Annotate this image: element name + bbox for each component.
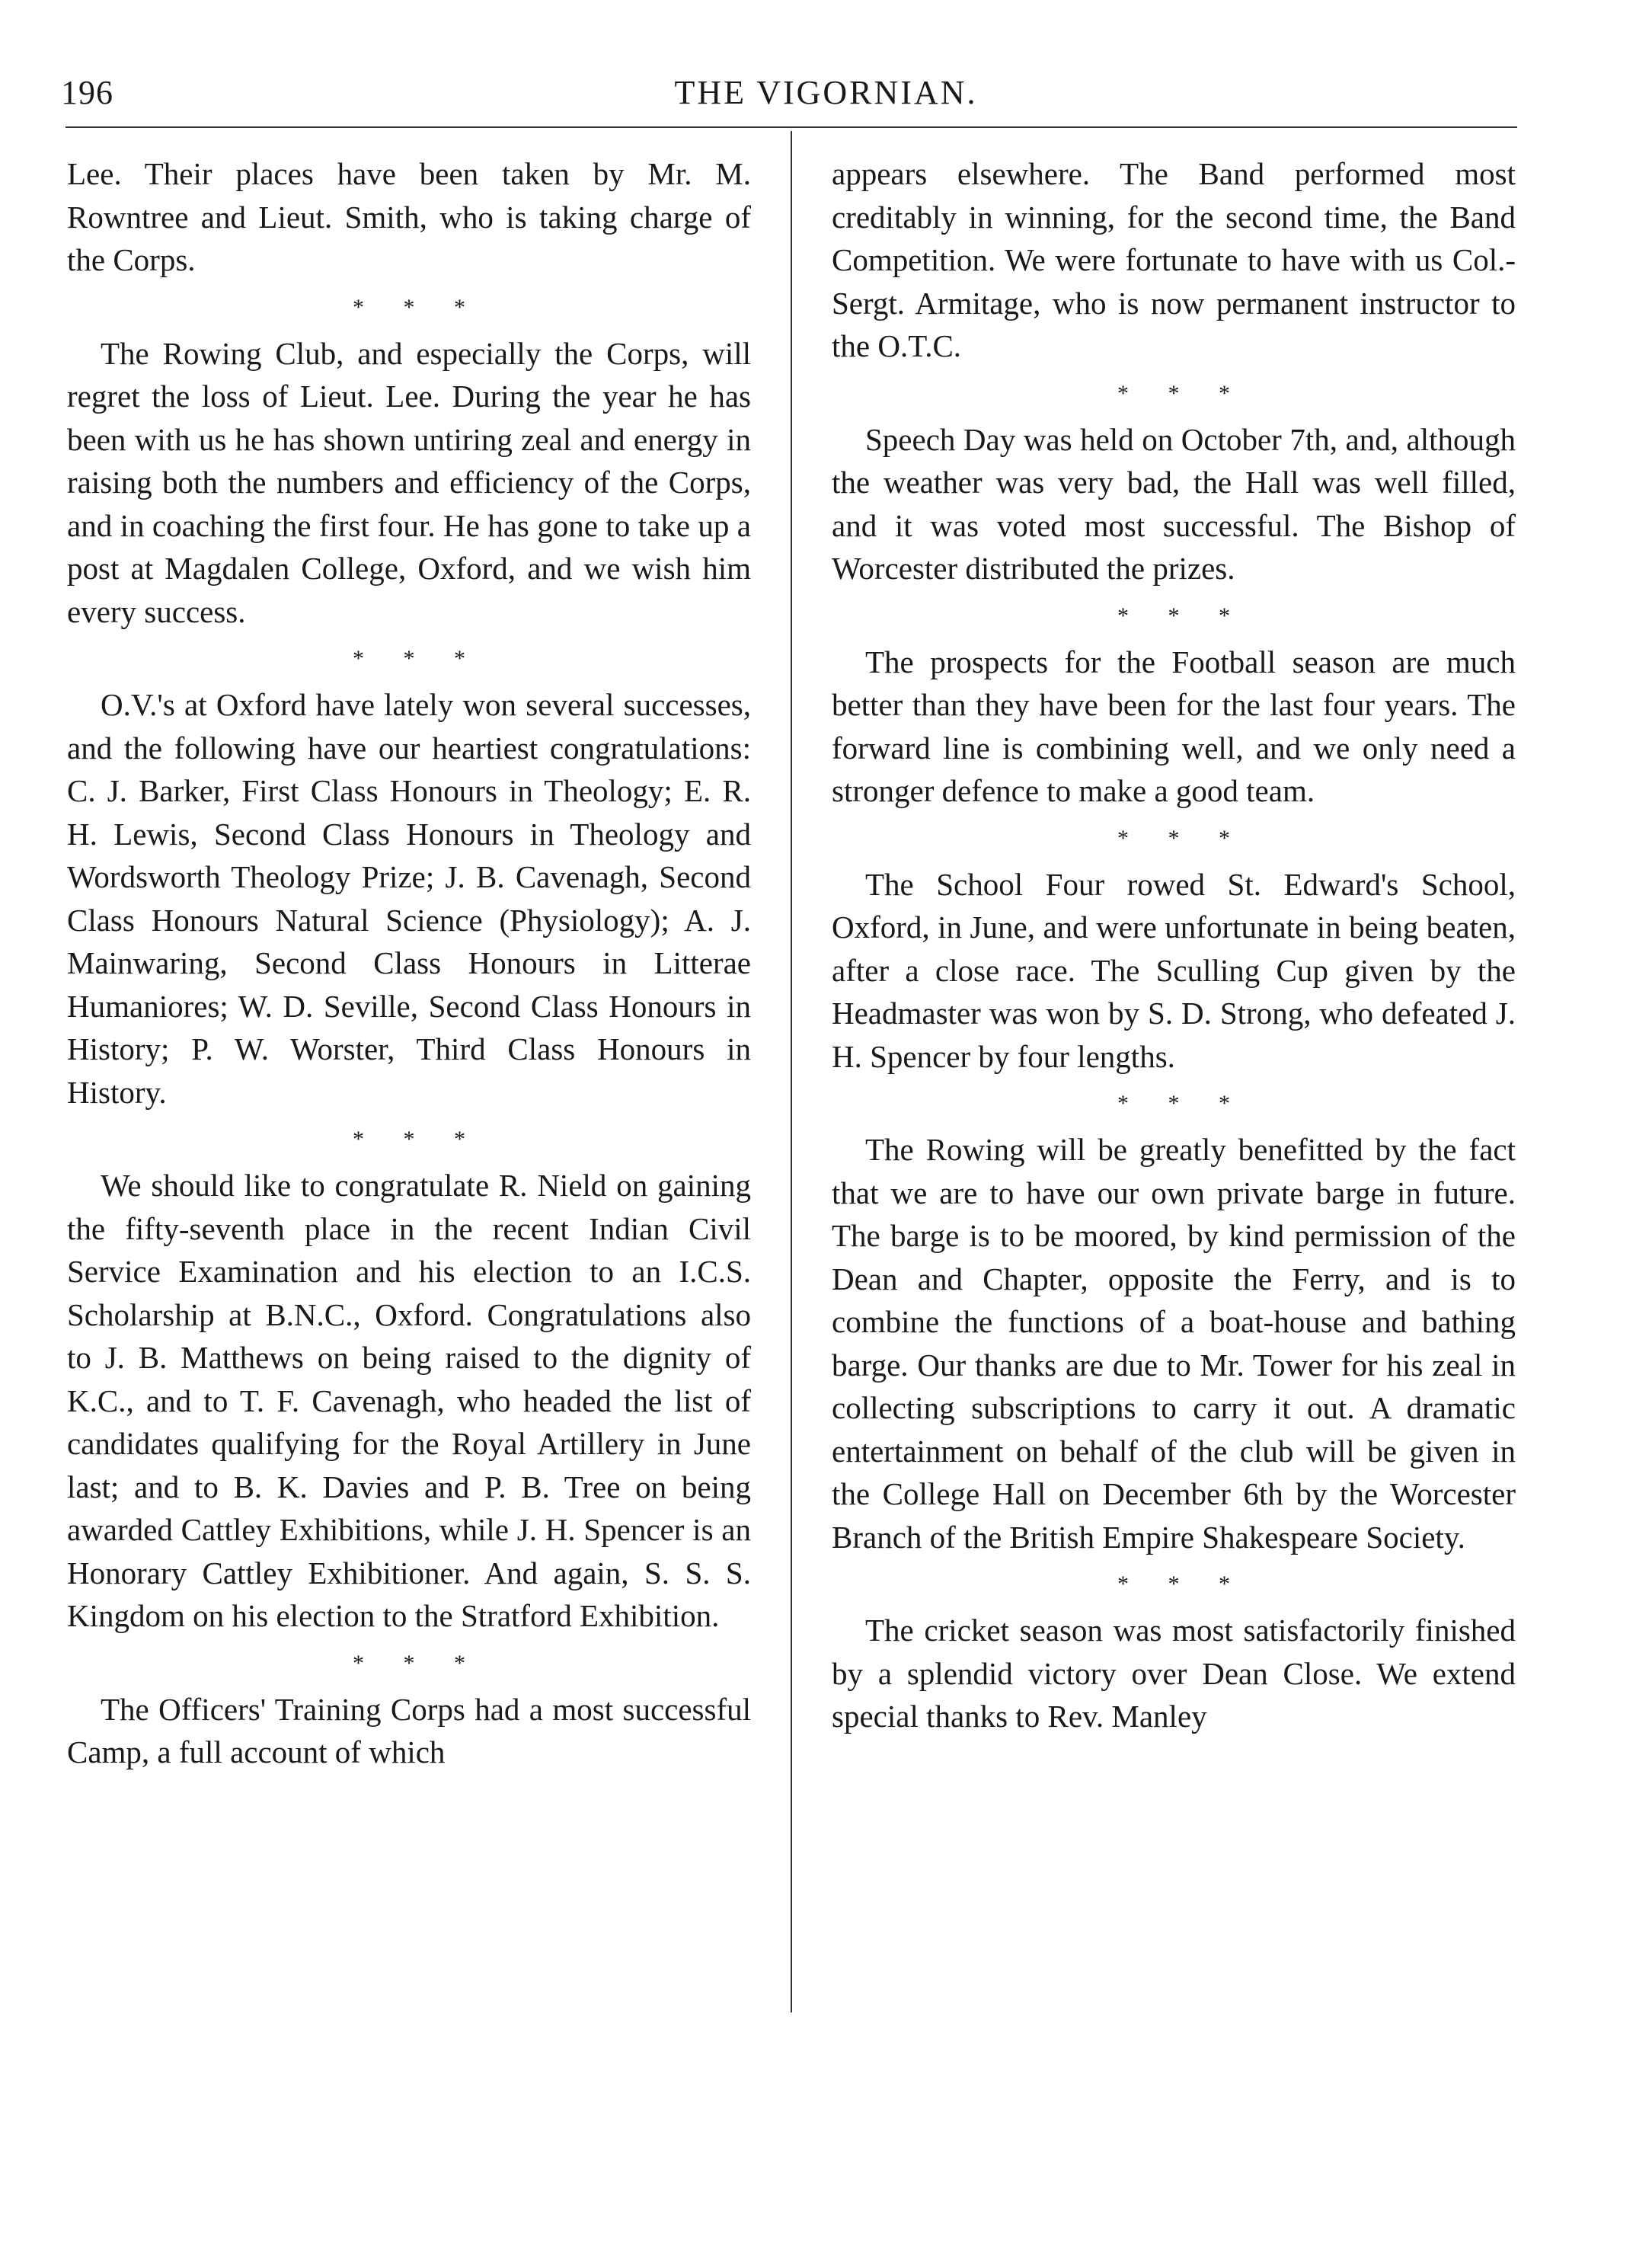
- column-divider: [791, 131, 792, 2012]
- section-separator: * * *: [353, 1650, 482, 1676]
- right-column: [832, 152, 1516, 1738]
- paragraph-speech-day: Speech Day was held on October 7th, and, although the weather was very bad, the Hall was well filled, and it was voted most successful. The Bishop of Worcester distributed the prizes.: [832, 421, 1516, 586]
- paragraph-otc-camp: The Officers' Training Corps had a most successful Camp, a full account of which: [67, 1691, 751, 1769]
- section-separator: * * *: [1117, 1571, 1247, 1597]
- paragraph-congratulations: We should like to congratulate R. Nield on gaining the fifty-seventh place in the recent Indian Civil Service Examination and his election to an I.C.S. Scholarship at B.N.C., Oxford. Congratulations also to J. B. Matthews on being raised to the dignity of K.C., and to T. F. Cavenagh, who headed the list of candidates qualifying for the Royal Artillery in June last; and to B. K. Davies and P. B. Tree on being awarded Cattley Exhibitions, while J. H. Spencer is an Honorary Cattley Exhibitioner. And again, S. S. S. Kingdom on his election to the Stratford Exhibition.: [67, 1168, 751, 1633]
- running-title: THE VIGORNIAN.: [674, 74, 978, 111]
- left-column: [67, 152, 751, 1774]
- page-number: 196: [61, 74, 113, 111]
- paragraph-staff-changes: Lee. Their places have been taken by Mr. M. Rowntree and Lieut. Smith, who is taking charge of the Corps.: [67, 156, 751, 277]
- header-rule: [66, 126, 1517, 128]
- section-separator: * * *: [353, 1127, 482, 1152]
- section-separator: * * *: [353, 646, 482, 671]
- paragraph-rowing-barge: The Rowing will be greatly benefitted by the fact that we are to have our own private barge in future. The barge is to be moored, by kind permission of the Dean and Chapter, opposite the Ferry, and is to combine the functions of a boat-house and bathing barge. Our thanks are due to Mr. Tower for his zeal in collecting subscriptions to carry it out. A dramatic entertainment on behalf of the club will be given in the College Hall on December 6th by the Worcester Branch of the British Empire Shakespeare Society.: [832, 1132, 1516, 1555]
- paragraph-football: The prospects for the Football season are much better than they have been for the last four years. The forward line is combining well, and we only need a stronger defence to make a good team.: [832, 644, 1516, 808]
- section-separator: * * *: [353, 294, 482, 320]
- section-separator: * * *: [1117, 825, 1247, 851]
- paragraph-cricket: The cricket season was most satisfactorily finished by a splendid victory over Dean Close. We extend special thanks to Rev. Manley: [832, 1613, 1516, 1734]
- paragraph-lieut-lee: The Rowing Club, and especially the Corps, will regret the loss of Lieut. Lee. During the year he has been with us he has shown untiring zeal and energy in raising both the numbers and efficiency of the Corps, and in coaching the first four. He has gone to take up a post at Magdalen College, Oxford, and we wish him every success.: [67, 335, 751, 629]
- paragraph-school-four: The School Four rowed St. Edward's School, Oxford, in June, and were unfortunate in being beaten, after a close race. The Sculling Cup given by the Headmaster was won by S. D. Strong, who defeated J. H. Spencer by four lengths.: [832, 866, 1516, 1074]
- paragraph-band-competition: appears elsewhere. The Band performed most creditably in winning, for the second time, the Band Competition. We were fortunate to have with us Col.-Sergt. Armitage, who is now permanent instructor to the O.T.C.: [832, 156, 1516, 363]
- section-separator: * * *: [1117, 603, 1247, 628]
- section-separator: * * *: [1117, 1091, 1247, 1116]
- section-separator: * * *: [1117, 380, 1247, 406]
- paragraph-oxford-honours: O.V.'s at Oxford have lately won several successes, and the following have our heartiest congratulations: C. J. Barker, First Class Honours in Theology; E. R. H. Lewis, Second Class Honours in Theology and Wordsworth Theology Prize; J. B. Cavenagh, Second Class Honours Natural Science (Physiology); A. J. Mainwaring, Second Class Honours in Litterae Humaniores; W. D. Seville, Second Class Honours in History; P. W. Worster, Third Class Honours in History.: [67, 687, 751, 1110]
